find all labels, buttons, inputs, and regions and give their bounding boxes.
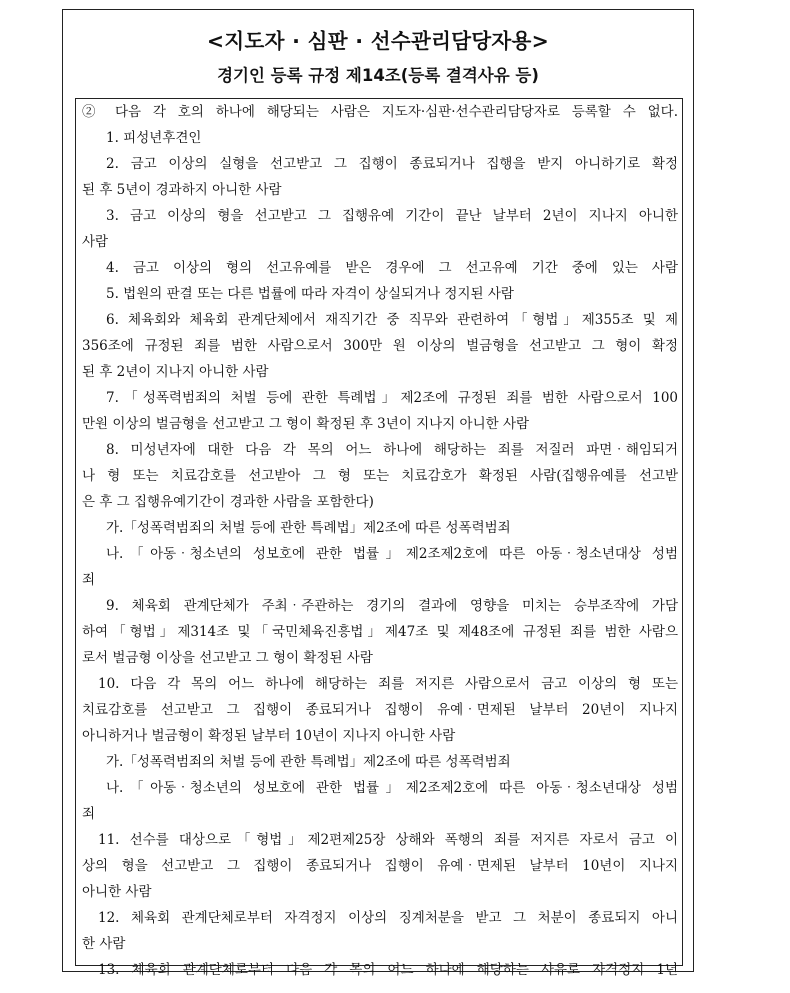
text-line: 10. 다음 각 목의 어느 하나에 해당하는 죄를 저지른 사람으로서 금고 이상의 형 또는 bbox=[98, 676, 678, 692]
text-line: 아니한 사람 bbox=[82, 884, 152, 900]
text-line: 한 사람 bbox=[82, 936, 126, 952]
text-line: 5. 법원의 판결 또는 다른 법률에 따라 자격이 상실되거나 정지된 사람 bbox=[106, 286, 514, 302]
text-line: 가.「성폭력범죄의 처벌 등에 관한 특례법」제2조에 따른 성폭력범죄 bbox=[106, 754, 511, 770]
text-line: 1. 피성년후견인 bbox=[106, 130, 202, 146]
text-line: 하여「형법」제314조 및「국민체육진흥법」제47조 및 제48조에 규정된 죄를 범한 사람으 bbox=[82, 624, 678, 640]
text-line: 4. 금고 이상의 형의 선고유예를 받은 경우에 그 선고유예 기간 중에 있는 사람 bbox=[106, 260, 678, 276]
text-line: 된 후 5년이 경과하지 아니한 사람 bbox=[82, 182, 282, 198]
text-line: 9. 체육회 관계단체가 주최‧주관하는 경기의 결과에 영향을 미치는 승부조작에 가담 bbox=[106, 598, 678, 614]
text-line: 죄 bbox=[82, 572, 96, 588]
text-line: 죄 bbox=[82, 806, 96, 822]
text-line: 만원 이상의 벌금형을 선고받고 그 형이 확정된 후 3년이 지나지 아니한 사람 bbox=[82, 416, 530, 432]
text-line: 3. 금고 이상의 형을 선고받고 그 집행유예 기간이 끝난 날부터 2년이 지나지 아니한 bbox=[106, 208, 678, 224]
text-line: ② 다음 각 호의 하나에 해당되는 사람은 지도자·심판·선수관리담당자로 등록할 수 없다. bbox=[82, 104, 678, 120]
text-line: 11. 선수를 대상으로「형법」제2편제25장 상해와 폭행의 죄를 저지른 자로서 금고 이 bbox=[98, 832, 678, 848]
text-line: 로서 벌금형 이상을 선고받고 그 형이 확정된 사람 bbox=[82, 650, 373, 666]
text-line: 나.「아동‧청소년의 성보호에 관한 법률」제2조제2호에 따른 아동‧청소년대상 성범 bbox=[106, 780, 678, 796]
text-line: 13. 체육회 관계단체로부터 다음 각 목의 어느 하나에 해당하는 사유로 자격정지 1년 bbox=[98, 962, 678, 978]
text-line: 치료감호를 선고받고 그 집행이 종료되거나 집행이 유예‧면제된 날부터 20년이 지나지 bbox=[82, 702, 678, 718]
text-line: 12. 체육회 관계단체로부터 자격정지 이상의 징계처분을 받고 그 처분이 종료되지 아니 bbox=[98, 910, 678, 926]
regulation-text-box bbox=[75, 98, 683, 978]
text-line: 356조에 규정된 죄를 범한 사람으로서 300만 원 이상의 벌금형을 선고받고 그 형이 확정 bbox=[82, 338, 678, 354]
text-line: 아니하거나 벌금형이 확정된 날부터 10년이 지나지 아니한 사람 bbox=[82, 728, 456, 744]
page-subtitle: 경기인 등록 규정 제14조(등록 결격사유 등) bbox=[217, 66, 539, 85]
text-line: 사람 bbox=[82, 234, 109, 250]
text-line: 된 후 2년이 지나지 아니한 사람 bbox=[82, 364, 269, 380]
page-title: <지도자 · 심판 · 선수관리담당자용> bbox=[206, 29, 550, 53]
text-line: 은 후 그 집행유예기간이 경과한 사람을 포함한다) bbox=[82, 494, 374, 510]
text-line: 2. 금고 이상의 실형을 선고받고 그 집행이 종료되거나 집행을 받지 아니하기로 확정 bbox=[106, 156, 678, 172]
document-frame bbox=[62, 9, 694, 978]
text-line: 상의 형을 선고받고 그 집행이 종료되거나 집행이 유예‧면제된 날부터 10년이 지나지 bbox=[82, 858, 678, 874]
text-line: 6. 체육회와 체육회 관계단체에서 재직기간 중 직무와 관련하여「형법」제355조 및 제 bbox=[106, 312, 678, 328]
text-line: 가.「성폭력범죄의 처벌 등에 관한 특례법」제2조에 따른 성폭력범죄 bbox=[106, 520, 511, 536]
text-line: 나.「아동‧청소년의 성보호에 관한 법률」제2조제2호에 따른 아동‧청소년대상 성범 bbox=[106, 546, 678, 562]
text-line: 8. 미성년자에 대한 다음 각 목의 어느 하나에 해당하는 죄를 저질러 파면‧해임되거 bbox=[106, 442, 678, 458]
text-line: 나 형 또는 치료감호를 선고받아 그 형 또는 치료감호가 확정된 사람(집행유예를 선고받 bbox=[82, 468, 678, 484]
text-line: 7.「성폭력범죄의 처벌 등에 관한 특례법」제2조에 규정된 죄를 범한 사람으로서 100 bbox=[106, 390, 678, 406]
